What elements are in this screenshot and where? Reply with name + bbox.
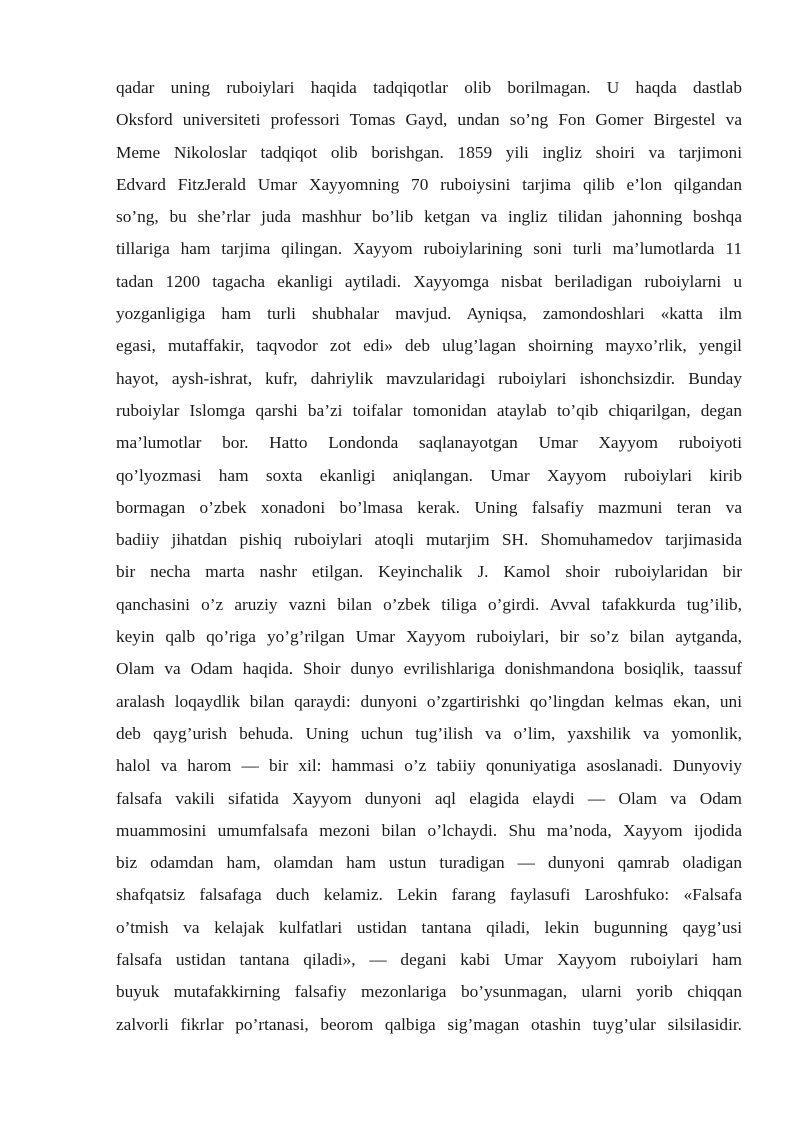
- text-line: so’ng, bu she’rlar juda mashhur bo’lib ketgan va ingliz tilidan jahonning boshqa: [116, 207, 742, 227]
- text-line: qo’lyozmasi ham soxta ekanligi aniqlangan. Umar Xayyom ruboiylari kirib: [116, 465, 742, 485]
- text-line: tadan 1200 tagacha ekanligi aytiladi. Xayyomga nisbat beriladigan ruboiylarni u: [116, 271, 742, 291]
- text-line: Edvard FitzJerald Umar Xayyomning 70 ruboiysini tarjima qilib e’lon qilgandan: [116, 174, 742, 194]
- text-line: keyin qalb qo’riga yo’g’rilgan Umar Xayyom ruboiylari, bir so’z bilan aytganda,: [116, 627, 742, 647]
- text-line: shafqatsiz falsafaga duch kelamiz. Lekin farang faylasufi Laroshfuko: «Falsafa: [116, 885, 742, 905]
- text-line: Olam va Odam haqida. Shoir dunyo evrilishlariga donishmandona bosiqlik, taassuf: [116, 659, 742, 679]
- text-line: bir necha marta nashr etilgan. Keyinchalik J. Kamol shoir ruboiylaridan bir: [116, 562, 742, 582]
- text-line: aralash loqaydlik bilan qaraydi: dunyoni o’zgartirishki qo’lingdan kelmas ekan, uni: [116, 691, 742, 711]
- text-line: deb qayg’urish behuda. Uning uchun tug’ilish va o’lim, yaxshilik va yomonlik,: [116, 723, 742, 743]
- text-line: muammosini umumfalsafa mezoni bilan o’lchaydi. Shu ma’noda, Xayyom ijodida: [116, 820, 742, 840]
- text-line: buyuk mutafakkirning falsafiy mezonlariga bo’ysunmagan, ularni yorib chiqqan: [116, 982, 742, 1002]
- text-line: ma’lumotlar bor. Hatto Londonda saqlanayotgan Umar Xayyom ruboiyoti: [116, 433, 742, 453]
- body-text: [116, 72, 742, 1041]
- text-line: egasi, mutaffakir, taqvodor zot edi» deb ulug’lagan shoirning mayxo’rlik, yengil: [116, 336, 742, 356]
- text-line: falsafa vakili sifatida Xayyom dunyoni aql elagida elaydi — Olam va Odam: [116, 788, 742, 808]
- text-line: zalvorli fikrlar po’rtanasi, beorom qalbiga sig’magan otashin tuyg’ular silsilasidir.: [116, 1014, 742, 1034]
- text-line: qadar uning ruboiylari haqida tadqiqotlar olib borilmagan. U haqda dastlab: [116, 78, 742, 97]
- text-line: bormagan o’zbek xonadoni bo’lmasa kerak. Uning falsafiy mazmuni teran va: [116, 497, 742, 517]
- text-line: halol va harom — bir xil: hammasi o’z tabiiy qonuniyatiga asoslanadi. Dunyoviy: [116, 756, 742, 776]
- text-line: tillariga ham tarjima qilingan. Xayyom ruboiylarining soni turli ma’lumotlarda 11: [116, 239, 742, 259]
- text-line: falsafa ustidan tantana qiladi», — degani kabi Umar Xayyom ruboiylari ham: [116, 950, 742, 970]
- text-line: qanchasini o’z aruziy vazni bilan o’zbek tiliga o’girdi. Avval tafakkurda tug’ilib,: [116, 594, 742, 614]
- text-line: ruboiylar Islomga qarshi ba’zi toifalar tomonidan ataylab to’qib chiqarilgan, degan: [116, 400, 742, 420]
- text-line: hayot, aysh-ishrat, kufr, dahriylik mavzularidagi ruboiylari ishonchsizdir. Bunday: [116, 368, 742, 388]
- text-line: o’tmish va kelajak kulfatlari ustidan tantana qiladi, lekin bugunning qayg’usi: [116, 917, 742, 937]
- text-line: yozganligiga ham turli shubhalar mavjud. Ayniqsa, zamondoshlari «katta ilm: [116, 304, 742, 324]
- text-line: Oksford universiteti professori Tomas Gayd, undan so’ng Fon Gomer Birgestel va: [116, 110, 742, 130]
- text-line: badiiy jihatdan pishiq ruboiylari atoqli mutarjim SH. Shomuhamedov tarjimasida: [116, 530, 742, 550]
- text-line: Meme Nikoloslar tadqiqot olib borishgan. 1859 yili ingliz shoiri va tarjimoni: [116, 142, 742, 162]
- text-line: biz odamdan ham, olamdan ham ustun turadigan — dunyoni qamrab oladigan: [116, 853, 742, 873]
